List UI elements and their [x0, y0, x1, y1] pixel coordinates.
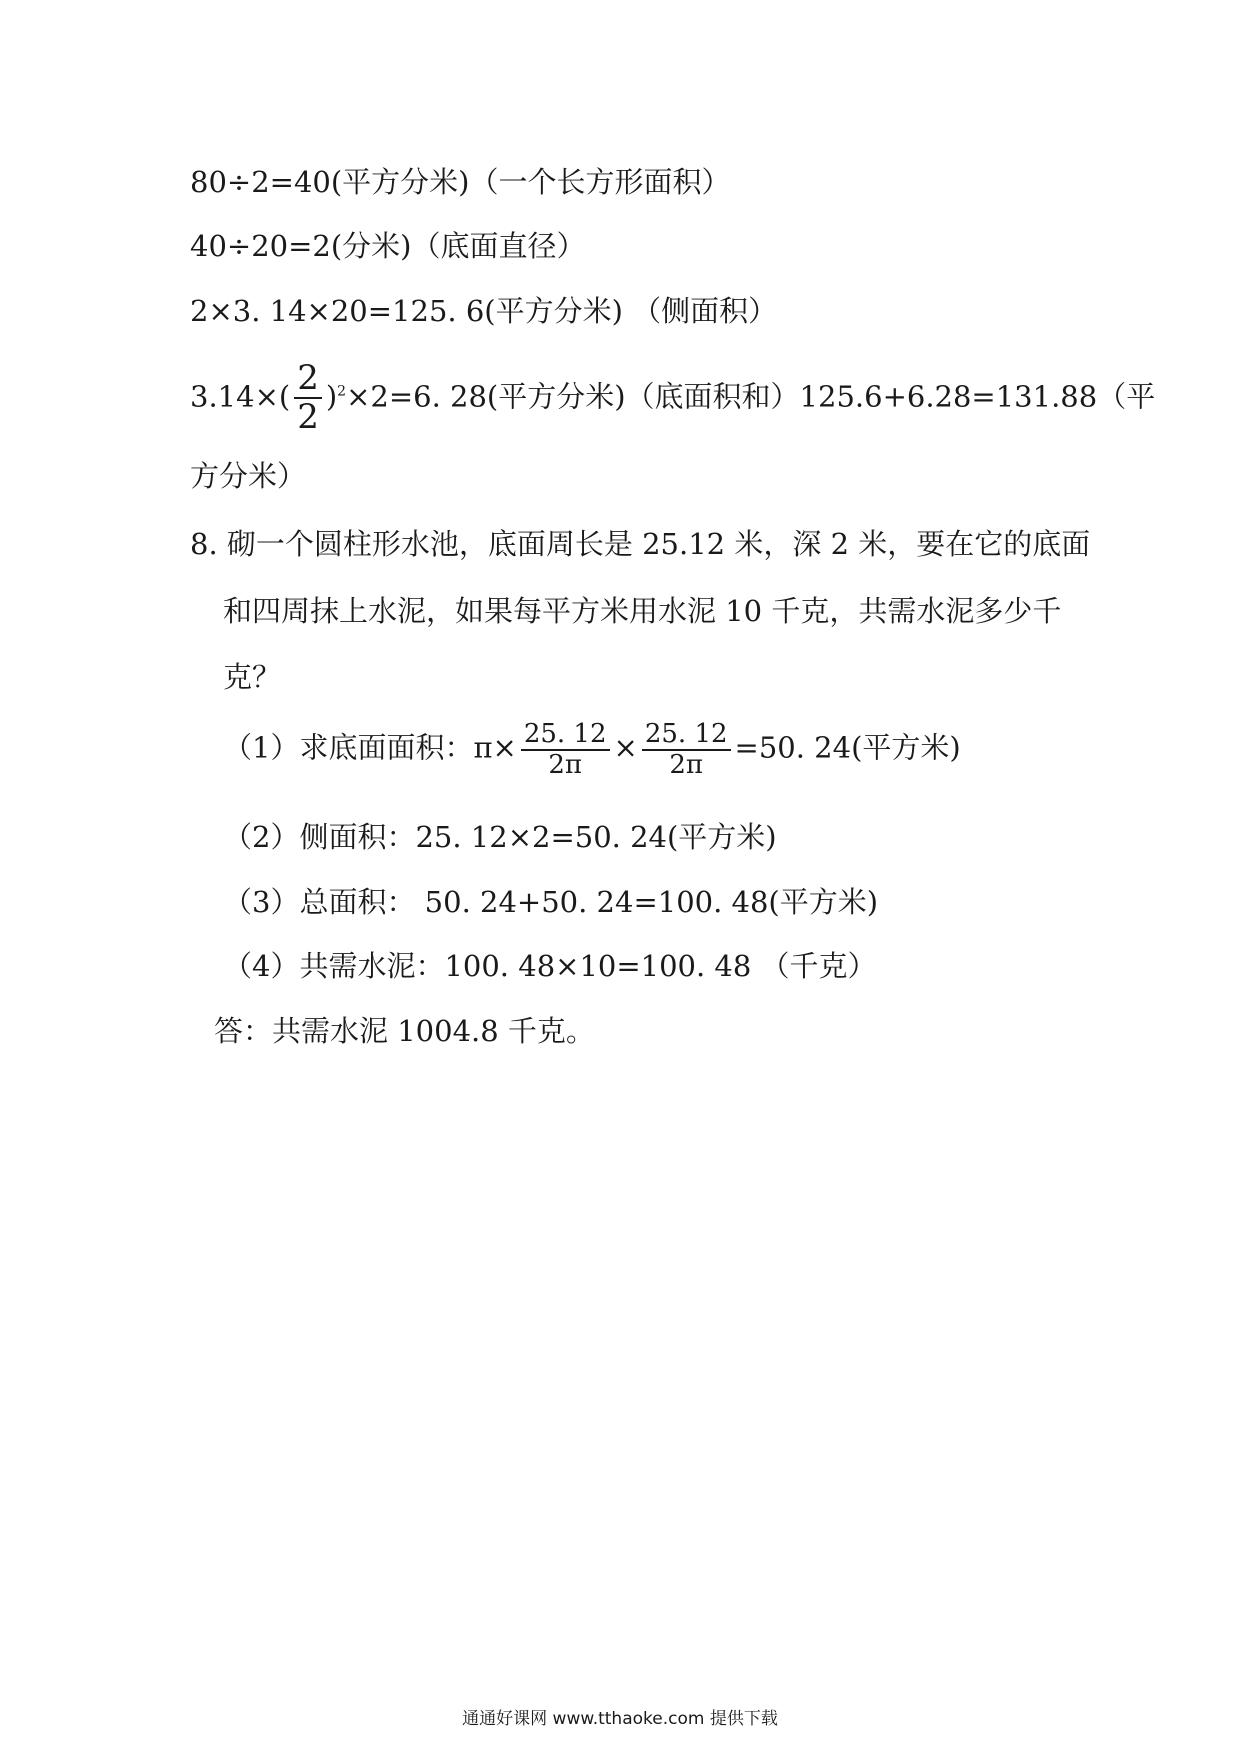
fraction-2-over-2 — [294, 360, 322, 437]
fraction-numerator: 2 — [297, 358, 319, 398]
question-8-line-3: 克？ — [223, 660, 282, 694]
fraction-denominator: 2π — [669, 749, 703, 780]
calc-line-4-prefix: 3.14×( — [190, 379, 291, 414]
fraction-denominator: 2 — [297, 397, 319, 438]
step-1-prefix: （1）求底面面积： — [223, 730, 474, 765]
step-3-line: （3）总面积： 50. 24+50. 24=100. 48(平方米) — [223, 885, 879, 919]
superscript-exponent: 2 — [337, 383, 347, 400]
fraction-denominator: 2π — [548, 749, 582, 780]
fraction-numerator: 25. 12 — [523, 719, 607, 749]
calc-line-3: 2×3. 14×20=125. 6(平方分米) （侧面积） — [190, 294, 778, 328]
question-8-line-1: 8. 砌一个圆柱形水池，底面周长是 25.12 米，深 2 米，要在它的底面 — [190, 527, 1091, 561]
pi-times: π× — [473, 730, 517, 765]
calc-line-4 — [190, 360, 1155, 437]
calc-line-5: 方分米） — [190, 459, 307, 493]
fraction-25-12-over-2pi-b — [642, 720, 731, 779]
question-8-line-2: 和四周抹上水泥，如果每平方米用水泥 10 千克，共需水泥多少千 — [223, 594, 1062, 628]
times-sign: × — [613, 730, 638, 765]
step-4-line: （4）共需水泥：100. 48×10=100. 48 （千克） — [223, 949, 877, 983]
step-1-suffix: =50. 24(平方米) — [734, 730, 961, 765]
calc-line-4-suffix: ×2=6. 28(平方分米)（底面积和）125.6+6.28=131.88（平 — [346, 379, 1156, 414]
fraction-25-12-over-2pi-a — [521, 720, 610, 779]
step-1-line — [223, 720, 961, 779]
page-footer: 通通好课网 www.tthaoke.com 提供下载 — [462, 1709, 778, 1729]
calc-line-1: 80÷2=40(平方分米)（一个长方形面积） — [190, 165, 731, 199]
calc-line-4-close: ) — [325, 379, 338, 414]
fraction-numerator: 25. 12 — [644, 719, 728, 749]
answer-line: 答：共需水泥 1004.8 千克。 — [214, 1014, 595, 1048]
calc-line-2: 40÷20=2(分米)（底面直径） — [190, 229, 586, 263]
step-2-line: （2）侧面积：25. 12×2=50. 24(平方米) — [223, 820, 777, 854]
